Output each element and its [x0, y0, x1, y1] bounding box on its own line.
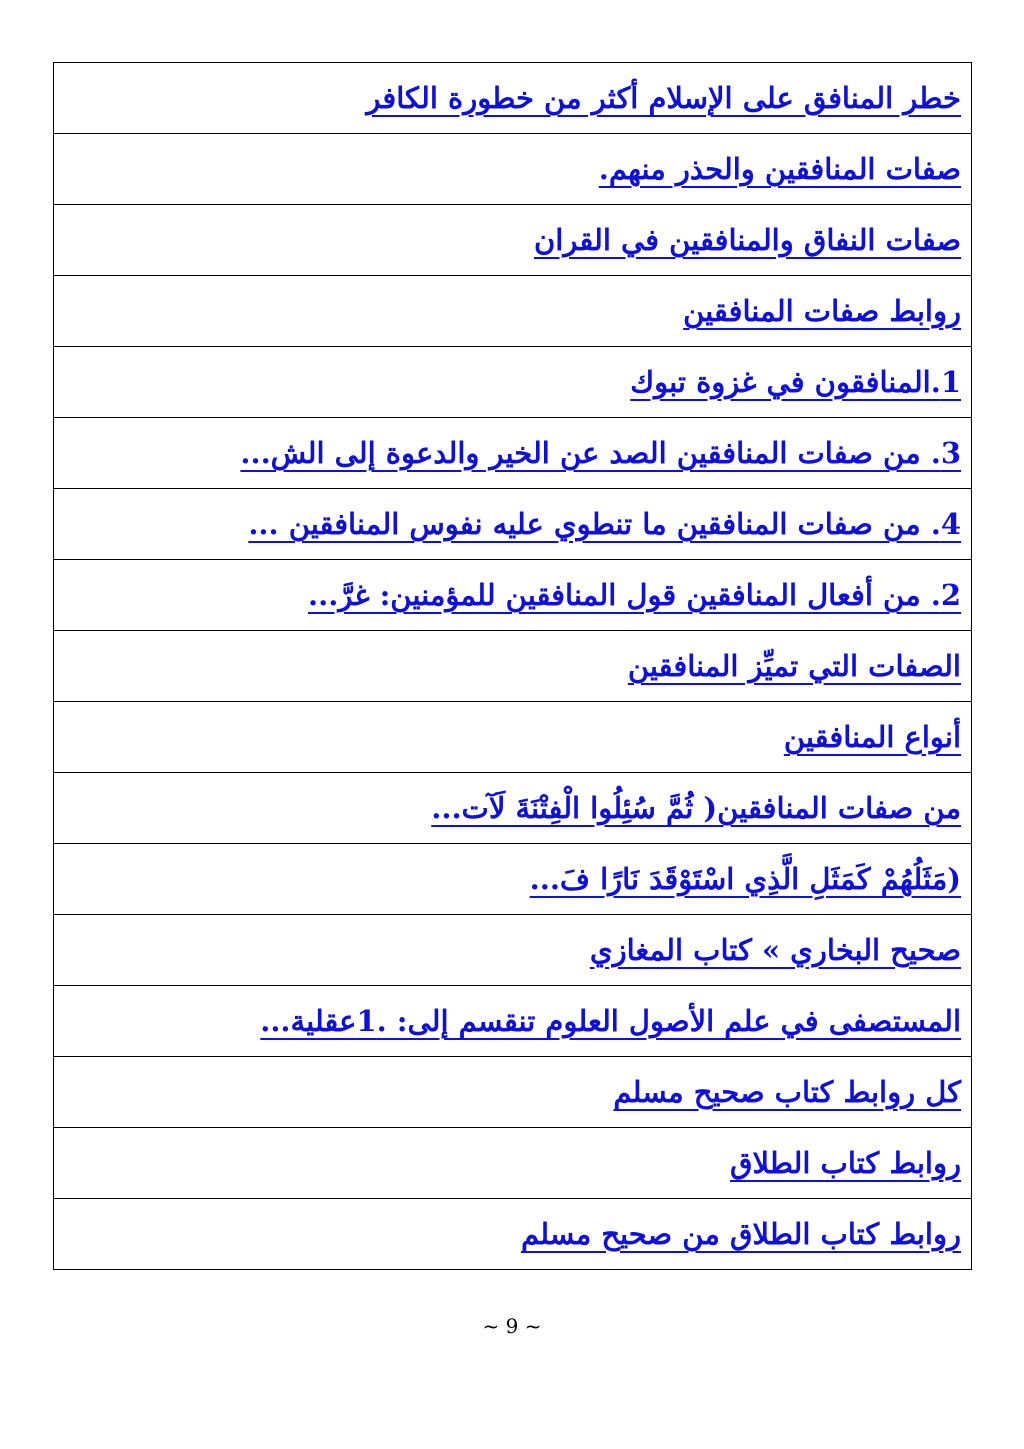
- link[interactable]: 4. من صفات المنافقين ما تنطوي عليه نفوس المنافقين ...: [248, 507, 961, 541]
- page-number: ~ 9 ~: [482, 1314, 542, 1338]
- link[interactable]: الصفات التي تميِّز المنافقين: [627, 649, 961, 683]
- table-row: [54, 1128, 972, 1199]
- table-cell: [54, 915, 972, 986]
- link[interactable]: صفات النفاق والمنافقين في القران: [533, 223, 961, 257]
- table-row: [54, 773, 972, 844]
- table-cell: [54, 418, 972, 489]
- table-row: [54, 986, 972, 1057]
- table-cell: [54, 702, 972, 773]
- link[interactable]: 3. من صفات المنافقين الصد عن الخير والدعوة إلى الش...: [240, 436, 961, 470]
- table-cell: [54, 347, 972, 418]
- table-cell: [54, 773, 972, 844]
- link[interactable]: من صفات المنافقين( ثُمَّ سُئِلُوا الْفِتْنَةَ لَآت...: [431, 791, 961, 825]
- table-cell: [54, 205, 972, 276]
- table-cell: [54, 560, 972, 631]
- table-cell: [54, 844, 972, 915]
- table-row: [54, 560, 972, 631]
- table-row: [54, 347, 972, 418]
- link[interactable]: (مَثَلُهُمْ كَمَثَلِ الَّذِي اسْتَوْقَدَ نَارًا فَ...: [529, 862, 961, 896]
- links-table: [53, 62, 972, 1270]
- table-row: [54, 1199, 972, 1270]
- table-row: [54, 702, 972, 773]
- table-row: [54, 1057, 972, 1128]
- link[interactable]: روابط كتاب الطلاق: [729, 1146, 961, 1180]
- link[interactable]: صحيح البخاري » كتاب المغازي: [589, 933, 961, 967]
- table-row: [54, 205, 972, 276]
- link[interactable]: كل روابط كتاب صحيح مسلم: [613, 1075, 961, 1109]
- table-row: [54, 631, 972, 702]
- table-cell: [54, 1199, 972, 1270]
- table-cell: [54, 1057, 972, 1128]
- table-row: [54, 276, 972, 347]
- link[interactable]: صفات المنافقين والحذر منهم.: [598, 152, 961, 186]
- table-cell: [54, 63, 972, 134]
- table-cell: [54, 134, 972, 205]
- link[interactable]: روابط كتاب الطلاق من صحيح مسلم: [520, 1217, 961, 1251]
- table-row: [54, 915, 972, 986]
- link[interactable]: خطر المنافق على الإسلام أكثر من خطورة الكافر: [366, 81, 961, 115]
- link[interactable]: 2. من أفعال المنافقين قول المنافقين للمؤمنين: غرَّ...: [308, 578, 961, 612]
- link[interactable]: المستصفى في علم الأصول العلوم تنقسم إلى: .1عقلية...: [260, 1004, 961, 1038]
- table-cell: [54, 276, 972, 347]
- table-cell: [54, 1128, 972, 1199]
- link[interactable]: أنواع المنافقين: [783, 720, 961, 754]
- table-row: [54, 134, 972, 205]
- table-row: [54, 844, 972, 915]
- link[interactable]: روابط صفات المنافقين: [683, 294, 961, 328]
- table-row: [54, 418, 972, 489]
- table-row: [54, 63, 972, 134]
- link[interactable]: 1.المنافقون في غزوة تبوك: [630, 365, 961, 399]
- table-cell: [54, 986, 972, 1057]
- table-cell: [54, 631, 972, 702]
- table-row: [54, 489, 972, 560]
- table-cell: [54, 489, 972, 560]
